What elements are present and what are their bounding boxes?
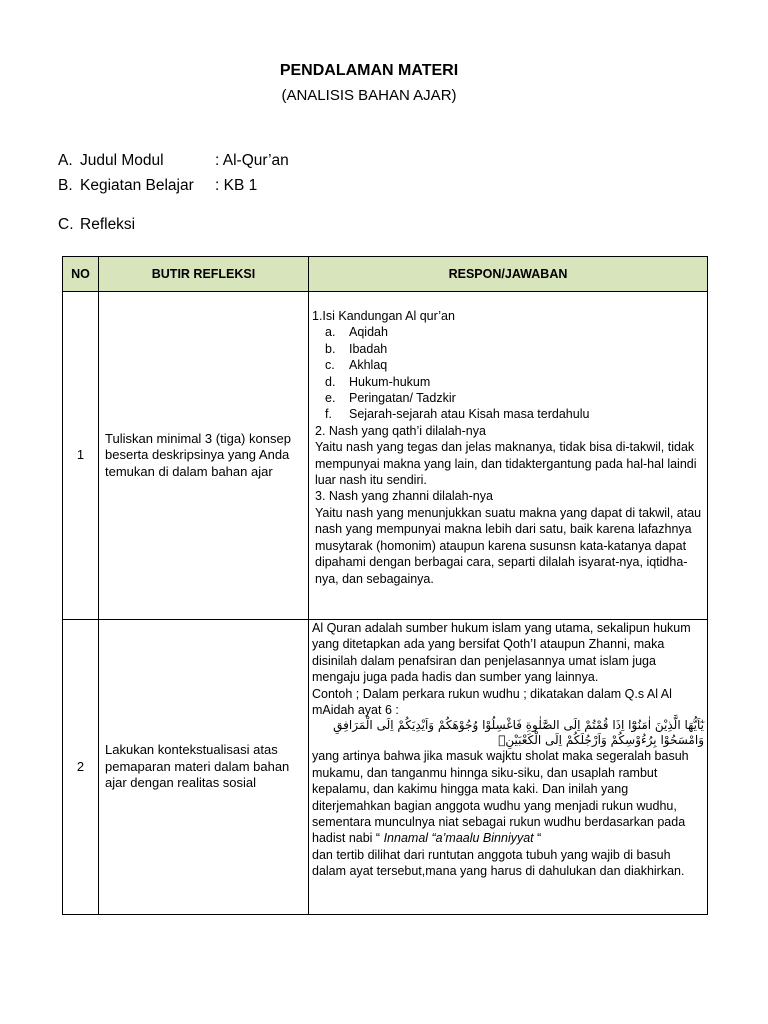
info-value: : KB 1: [215, 177, 258, 194]
info-label: Refleksi: [80, 216, 136, 233]
header-no: NO: [63, 257, 99, 292]
context-example: Contoh ; Dalam perkara rukun wudhu ; dikatakan dalam Q.s Al Al mAidah ayat 6 :: [312, 686, 672, 718]
info-letter: A.: [58, 152, 73, 169]
row-butir: Lakukan kontekstualisasi atas pemaparan materi dalam bahan ajar dengan realitas sosial: [99, 620, 309, 915]
info-label: Kegiatan Belajar: [80, 177, 194, 194]
context-intro: Al Quran adalah sumber hukum islam yang utama, sekalipun hukum yang ditetapkan ada yang bersifat Qoth’I ataupun Zhanni, maka disinilah dalam penafsiran dan penjelasannya umat islam juga mengaju juga pada hadis dan sumber yang lainnya.: [312, 621, 691, 685]
document-title: PENDALAMAN MATERI: [279, 62, 459, 79]
quran-verse: يٰٓاَيُّهَا الَّذِيْنَ اٰمَنُوْٓا اِذَا قُمْتُمْ اِلَى الصَّلٰوةِ فَاغْسِلُوْا وُجُوْهَكُمْ وَاَيْدِيَكُمْ اِلَى الْمَرَافِقِ وَامْسَحُوْا بِرُءُوْسِكُمْ وَاَرْجُلَكُمْ اِلَى الْكَعْبَيْنِۗ: [333, 718, 704, 748]
info-letter: B.: [58, 177, 73, 194]
list-item-text: Hukum-hukum: [349, 374, 431, 389]
row-number: 2: [63, 620, 99, 915]
concept-heading: 1.Isi Kandungan Al qur’an: [312, 309, 455, 323]
list-item: [325, 390, 704, 406]
list-marker: f.: [325, 407, 332, 422]
info-letter: C.: [58, 216, 74, 233]
list-item: [325, 357, 704, 373]
list-item-text: Aqidah: [349, 325, 388, 340]
list-item: [325, 341, 704, 357]
concept-heading: 2. Nash yang qath’i dilalah-nya: [315, 423, 486, 438]
header-respon: RESPON/JAWABAN: [309, 257, 708, 292]
row-butir: Tuliskan minimal 3 (tiga) konsep beserta deskripsinya yang Anda temukan di dalam bahan ajar: [99, 292, 309, 620]
row-number: 1: [63, 292, 99, 620]
reflection-table: [62, 256, 708, 915]
concept-list: [312, 324, 704, 422]
table-row: [63, 620, 708, 915]
info-value: : Al-Qur’an: [215, 152, 289, 169]
list-item-text: Peringatan/ Tadzkir: [349, 391, 456, 406]
context-explanation: [312, 748, 704, 846]
info-judul-modul: [58, 152, 289, 170]
header-butir: BUTIR REFLEKSI: [99, 257, 309, 292]
context-closing: dan tertib dilihat dari runtutan anggota tubuh yang wajib di basuh dalam ayat tersebut,mana yang harus di dahulukan dan diakhirkan.: [312, 847, 685, 879]
info-kegiatan-belajar: [58, 177, 258, 195]
list-item-text: Sejarah-sejarah atau Kisah masa terdahulu: [349, 407, 590, 422]
meaning-text: yang artinya bahwa jika masuk wajktu sholat maka segeralah basuh mukamu, dan tanganmu hinnga siku-siku, dan usaplah rambut kepalamu, dan kakimu hingga mata kaki. Dan inilah yang diterjemahkan bagian anggota wudhu yang menjadi rukun wudhu, sementara munculnya niat sebagai rukun wudhu berdasarkan pada hadist nabi “: [312, 749, 689, 846]
list-item-text: Akhlaq: [349, 358, 388, 373]
concept-description: Yaitu nash yang tegas dan jelas maknanya, tidak bisa di-takwil, tidak mempunyai makna yang lain, dan tidaktergantung pada hal-hal laindi luar nash itu sendiri.: [315, 440, 697, 488]
table-row: [63, 292, 708, 620]
info-refleksi: [58, 216, 135, 234]
document-subtitle: (ANALISIS BAHAN AJAR): [281, 87, 457, 104]
list-item: [325, 374, 704, 390]
list-marker: c.: [325, 358, 335, 373]
list-marker: b.: [325, 341, 336, 356]
info-label: Judul Modul: [80, 152, 164, 169]
list-item: [325, 324, 704, 340]
quote-close: “: [533, 831, 542, 846]
row-respon: [309, 292, 708, 620]
concept-heading: 3. Nash yang zhanni dilalah-nya: [315, 489, 493, 504]
list-marker: a.: [325, 325, 336, 340]
list-marker: e.: [325, 391, 336, 406]
list-item: [325, 406, 704, 422]
list-marker: d.: [325, 374, 336, 389]
row-respon: [309, 620, 708, 915]
list-item-text: Ibadah: [349, 341, 388, 356]
concept-description: Yaitu nash yang menunjukkan suatu makna yang dapat di takwil, atau nash yang mempunyai makna lebih dari satu, baik karena lafazhnya musytarak (homonim) ataupun karena susunsn kata-katanya dapat dipahami dengan berbagai cara, separti dilalah isyarat-nya, iqtidha-nya, dan sebagainya.: [315, 505, 702, 586]
hadith-quote: Innamal “a’maalu Binniyyat: [383, 831, 534, 846]
table-header-row: [63, 257, 708, 292]
